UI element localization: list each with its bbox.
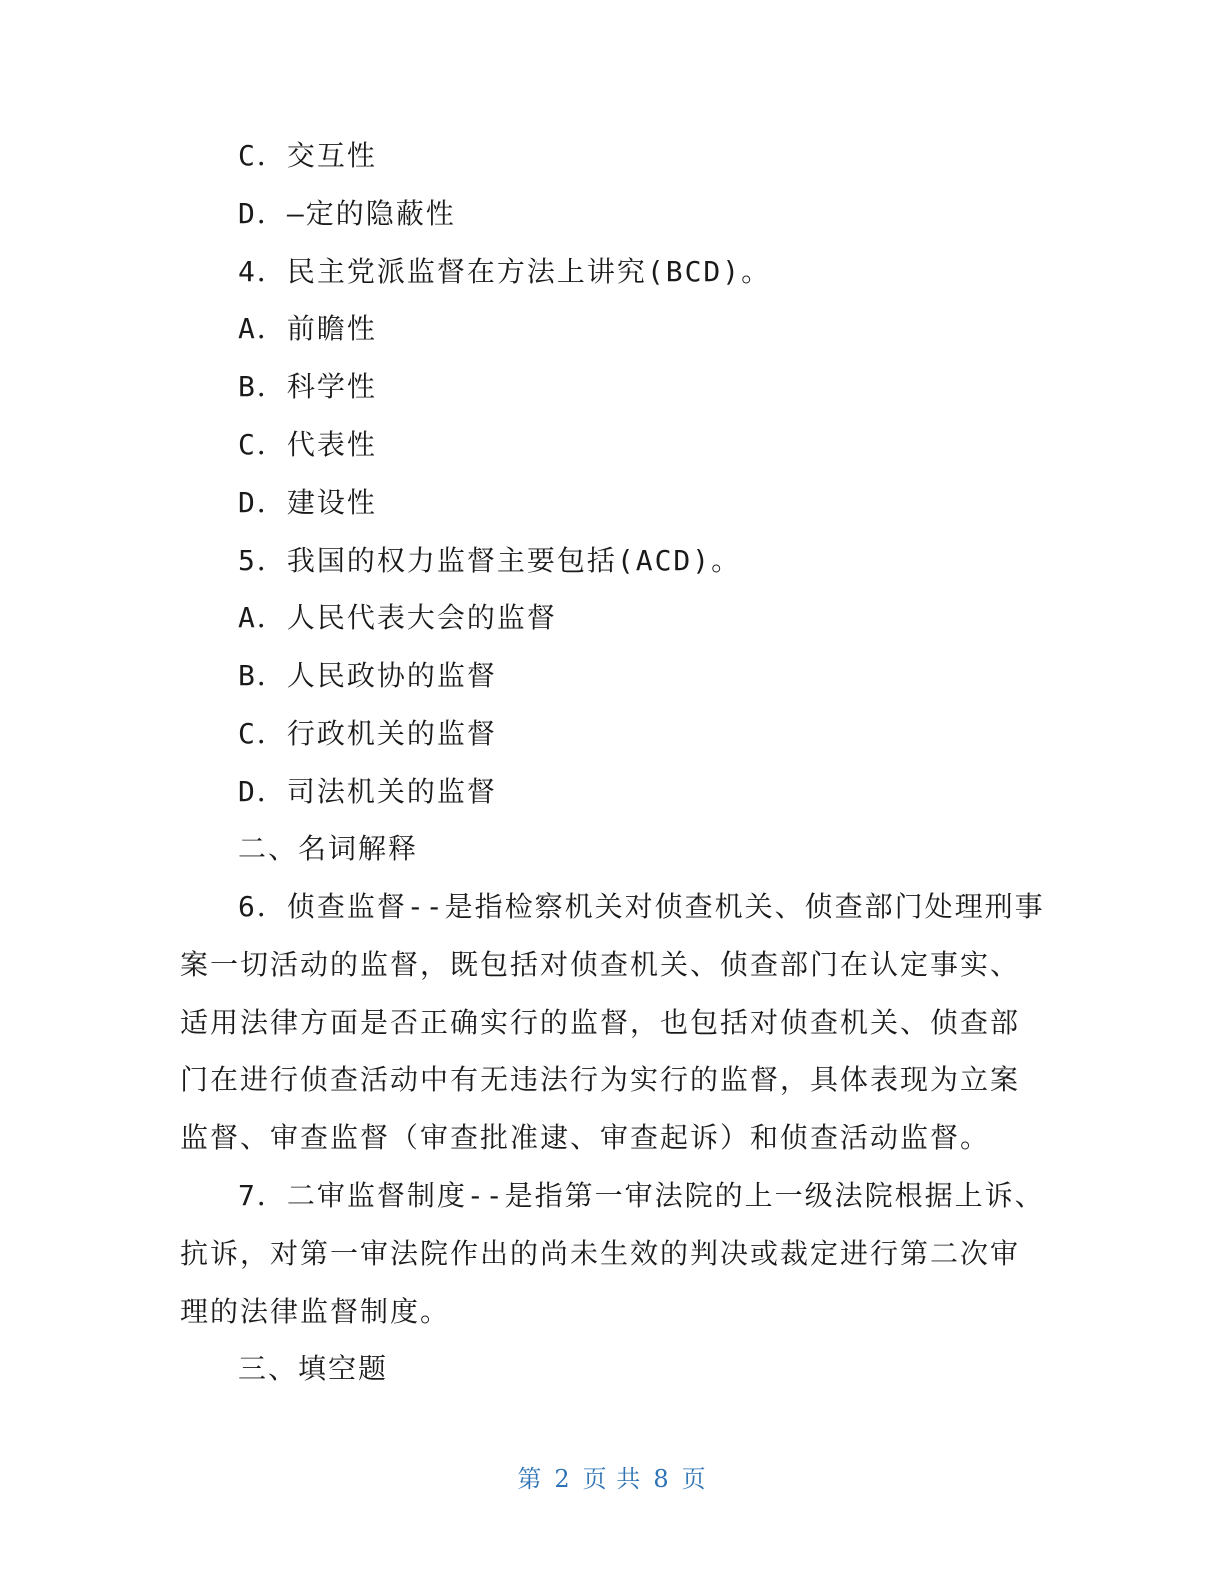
q7-line-2: 抗诉，对第一审法院作出的尚未生效的判决或裁定进行第二次审	[180, 1237, 1021, 1270]
q5-option-d: D．司法机关的监督	[238, 775, 497, 808]
q4-option-c: C．代表性	[238, 428, 377, 461]
q4-option-d: D．建设性	[238, 486, 377, 519]
q4-option-a: A．前瞻性	[238, 312, 377, 345]
q3-option-c: C．交互性	[238, 139, 377, 172]
footer-suffix: 页	[681, 1465, 707, 1493]
q6-line-5: 监督、审查监督（审查批准逮、审查起诉）和侦查活动监督。	[180, 1121, 991, 1154]
q5-stem: 5．我国的权力监督主要包括(ACD)。	[238, 544, 742, 577]
footer-prefix: 第	[517, 1465, 543, 1493]
q4-stem: 4．民主党派监督在方法上讲究(BCD)。	[238, 255, 772, 288]
footer-total-pages: 8	[653, 1465, 670, 1493]
q3-option-d: D．–定的隐蔽性	[238, 197, 456, 230]
q5-option-b: B．人民政协的监督	[238, 659, 497, 692]
q7-line-3: 理的法律监督制度。	[180, 1295, 451, 1328]
q5-option-c: C．行政机关的监督	[238, 717, 497, 750]
q6-line-2: 案一切活动的监督，既包括对侦查机关、侦查部门在认定事实、	[180, 948, 1021, 981]
q5-option-a: A．人民代表大会的监督	[238, 601, 557, 634]
q6-line-1: 6．侦查监督--是指检察机关对侦查机关、侦查部门处理刑事	[238, 890, 1045, 923]
footer-current-page: 2	[554, 1465, 571, 1493]
q4-option-b: B．科学性	[238, 370, 377, 403]
footer-middle: 页 共	[582, 1465, 642, 1493]
section-3-heading: 三、填空题	[238, 1352, 389, 1385]
q6-line-3: 适用法律方面是否正确实行的监督，也包括对侦查机关、侦查部	[180, 1006, 1021, 1039]
page-footer	[0, 1462, 1224, 1496]
q6-line-4: 门在进行侦查活动中有无违法行为实行的监督，具体表现为立案	[180, 1063, 1021, 1096]
q7-line-1: 7．二审监督制度--是指第一审法院的上一级法院根据上诉、	[238, 1179, 1045, 1212]
section-2-heading: 二、名词解释	[238, 832, 419, 865]
